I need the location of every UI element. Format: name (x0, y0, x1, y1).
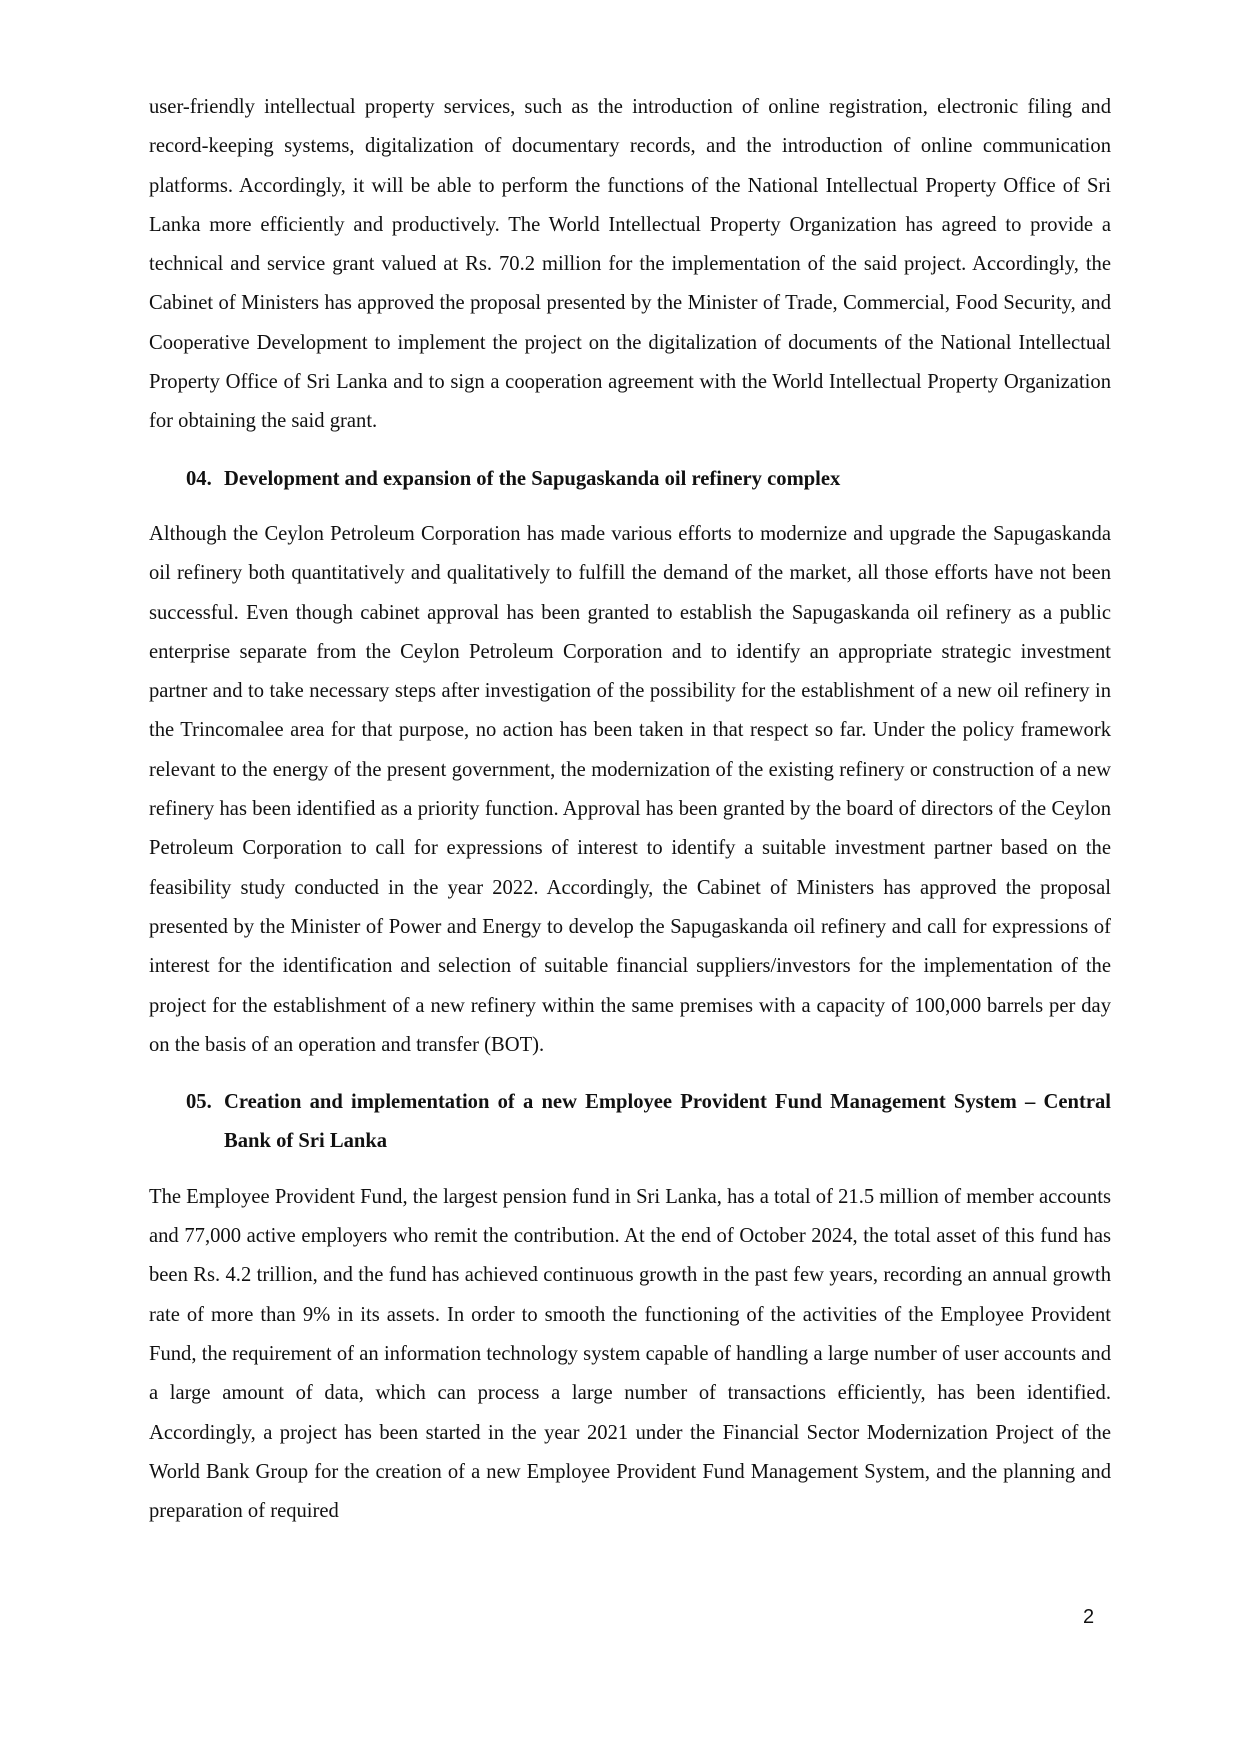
page-content (149, 88, 1111, 1531)
section-05-body: The Employee Provident Fund, the largest pension fund in Sri Lanka, has a total of 21.5 million of member accounts and 77,000 active employers who remit the contribution. At the end of October 2024, the total asset of this fund has been Rs. 4.2 trillion, and the fund has achieved continuous growth in the past few years, recording an annual growth rate of more than 9% in its assets. In order to smooth the functioning of the activities of the Employee Provident Fund, the requirement of an information technology system capable of handling a large number of user accounts and a large amount of data, which can process a large number of transactions efficiently, has been identified. Accordingly, a project has been started in the year 2021 under the Financial Sector Modernization Project of the World Bank Group for the creation of a new Employee Provident Fund Management System, and the planning and preparation of required (149, 1185, 1111, 1523)
page-number: 2 (1083, 1606, 1095, 1628)
section-05-title: Creation and implementation of a new Employee Provident Fund Management System – Central Bank of Sri Lanka (224, 1091, 1111, 1153)
section-04-heading (149, 460, 1111, 499)
section-04-title: Development and expansion of the Sapugaskanda oil refinery complex (224, 467, 841, 490)
section-04-body: Although the Ceylon Petroleum Corporation has made various efforts to modernize and upgrade the Sapugaskanda oil refinery both quantitatively and qualitatively to fulfill the demand of the market, all those efforts have not been successful. Even though cabinet approval has been granted to establish the Sapugaskanda oil refinery as a public enterprise separate from the Ceylon Petroleum Corporation and to identify an appropriate strategic investment partner and to take necessary steps after investigation of the possibility for the establishment of a new oil refinery in the Trincomalee area for that purpose, no action has been taken in that respect so far. Under the policy framework relevant to the energy of the present government, the modernization of the existing refinery or construction of a new refinery has been identified as a priority function. Approval has been granted by the board of directors of the Ceylon Petroleum Corporation to call for expressions of interest to identify a suitable investment partner based on the feasibility study conducted in the year 2022. Accordingly, the Cabinet of Ministers has approved the proposal presented by the Minister of Power and Energy to develop the Sapugaskanda oil refinery and call for expressions of interest for the identification and selection of suitable financial suppliers/investors for the implementation of the project for the establishment of a new refinery within the same premises with a capacity of 100,000 barrels per day on the basis of an operation and transfer (BOT). (149, 522, 1111, 1056)
section-05-number: 05. (186, 1091, 212, 1114)
section-04-number: 04. (186, 467, 212, 490)
section-05-heading (149, 1083, 1111, 1162)
intro-paragraph: user-friendly intellectual property services, such as the introduction of online registration, electronic filing and record-keeping systems, digitalization of documentary records, and the introduction of online communication platforms. Accordingly, it will be able to perform the functions of the National Intellectual Property Office of Sri Lanka more efficiently and productively. The World Intellectual Property Organization has agreed to provide a technical and service grant valued at Rs. 70.2 million for the implementation of the said project. Accordingly, the Cabinet of Ministers has approved the proposal presented by the Minister of Trade, Commercial, Food Security, and Cooperative Development to implement the project on the digitalization of documents of the National Intellectual Property Office of Sri Lanka and to sign a cooperation agreement with the World Intellectual Property Organization for obtaining the said grant. (149, 96, 1111, 433)
